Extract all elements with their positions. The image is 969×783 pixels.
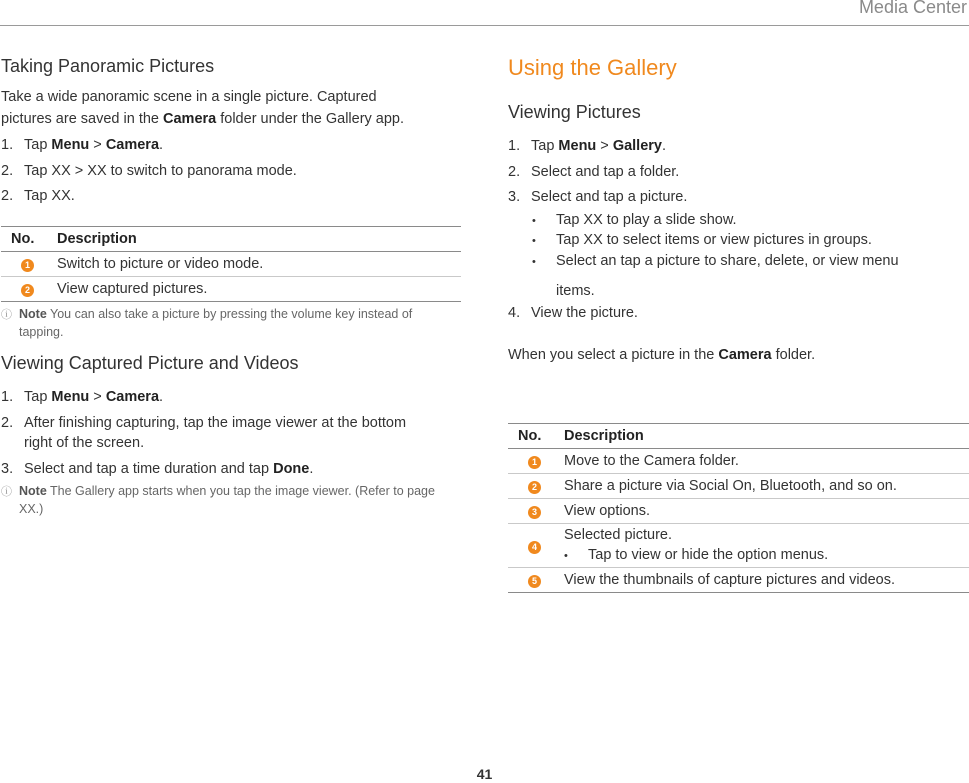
step-text-end: . <box>159 137 164 153</box>
page-header-title: Media Center <box>858 0 967 17</box>
step-text: Tap <box>24 137 52 153</box>
note-gallery-app <box>1 482 459 518</box>
panoramic-intro <box>1 86 461 130</box>
step-number: 3. <box>1 461 14 477</box>
panoramic-step-3 <box>1 186 75 206</box>
table-row <box>508 474 969 499</box>
step-text-end: . <box>661 138 667 154</box>
captured-step-3 <box>1 459 313 479</box>
info-icon: ⓘ <box>1 486 12 498</box>
column-header-no: No. <box>11 231 35 247</box>
panoramic-intro-line2-pre: pictures are saved in the <box>1 111 164 127</box>
table-row <box>508 524 969 568</box>
step-number: 2. <box>1 163 14 179</box>
number-badge-icon: 1 <box>528 456 541 469</box>
panoramic-description-table <box>1 226 461 302</box>
column-header-description: Description <box>564 428 644 444</box>
number-badge-icon: 5 <box>528 575 541 588</box>
description-text: Selected picture. <box>564 527 673 543</box>
number-badge-icon: 2 <box>528 481 541 494</box>
section-title-captured: Viewing Captured Picture and Videos <box>1 353 299 373</box>
gallery-description-table <box>508 423 969 593</box>
description-cell: Switch to picture or video mode. <box>57 256 264 272</box>
column-header-no: No. <box>518 428 542 444</box>
captured-step-1 <box>1 387 163 407</box>
description-cell: Move to the Camera folder. <box>564 453 739 469</box>
table-row <box>1 277 461 302</box>
bullet-icon: • <box>532 235 536 247</box>
bullet-icon: • <box>532 215 536 227</box>
column-header-description: Description <box>57 231 137 247</box>
table-row <box>508 499 969 524</box>
description-cell: Share a picture via Social On, Bluetooth, and so on. <box>564 478 897 494</box>
step-number: 3. <box>508 189 521 205</box>
camera-folder-label: Camera <box>718 347 772 363</box>
header-divider <box>0 25 969 26</box>
step-number: 2. <box>508 164 521 180</box>
section-title-panoramic: Taking Panoramic Pictures <box>1 56 215 76</box>
camera-folder-paragraph <box>508 345 815 365</box>
step-number: 1. <box>1 389 14 405</box>
number-cell <box>508 524 564 568</box>
number-badge-icon: 1 <box>21 259 34 272</box>
bullet-text: Select an tap a picture to share, delete, or view menu <box>556 253 899 269</box>
menu-label: Menu <box>51 137 90 153</box>
number-cell <box>1 277 57 302</box>
description-cell: View the thumbnails of capture pictures and videos. <box>564 572 896 588</box>
note-body: The Gallery app starts when you tap the image viewer. (Refer to page XX.) <box>19 484 435 516</box>
number-cell <box>1 252 57 277</box>
viewing-step-2 <box>508 162 679 182</box>
note-label: Note <box>19 307 47 321</box>
number-cell <box>508 499 564 524</box>
step-separator: > <box>89 389 106 405</box>
info-icon: ⓘ <box>1 309 12 321</box>
panoramic-step-1 <box>1 135 163 155</box>
page-number: 41 <box>476 766 493 782</box>
panoramic-step-2 <box>1 161 297 181</box>
viewing-step-3 <box>508 187 687 207</box>
step-number: 2. <box>1 188 14 204</box>
step-number: 2. <box>1 415 14 431</box>
bullet-continuation: items. <box>556 283 595 299</box>
bullet-icon: • <box>532 256 536 268</box>
description-cell: View options. <box>564 503 650 519</box>
table-row <box>508 568 969 593</box>
description-cell: View captured pictures. <box>57 281 208 297</box>
step-text: Tap XX. <box>24 188 75 204</box>
number-cell <box>508 449 564 474</box>
table-row <box>508 449 969 474</box>
panoramic-intro-line1: Take a wide panoramic scene in a single picture. Captured <box>1 89 377 105</box>
viewing-step-1 <box>508 136 666 156</box>
note-body: You can also take a picture by pressing the volume key instead of tapping. <box>19 307 413 339</box>
step-text: Tap XX > XX to switch to panorama mode. <box>24 163 297 179</box>
step-text: Tap <box>24 389 52 405</box>
number-cell <box>508 568 564 593</box>
number-badge-icon: 3 <box>528 506 541 519</box>
step-text: Tap <box>531 138 559 154</box>
note-label: Note <box>19 484 47 498</box>
note-text <box>19 305 459 341</box>
table-header-row <box>508 424 969 449</box>
note-volume-key <box>1 305 459 341</box>
bullet-icon: • <box>564 550 568 562</box>
chapter-title-gallery: Using the Gallery <box>508 55 677 80</box>
step-text: After finishing capturing, tap the image viewer at the bottom right of the screen. <box>24 415 407 451</box>
camera-label: Camera <box>105 389 160 405</box>
step-text: Select and tap a time duration and tap <box>24 461 274 477</box>
step-text: Select and tap a picture. <box>531 189 688 205</box>
camera-folder-label: Camera <box>163 111 217 127</box>
paragraph-text: When you select a picture in the <box>508 347 719 363</box>
panoramic-intro-line2-post: folder under the Gallery app. <box>216 111 405 127</box>
step-text: Select and tap a folder. <box>531 164 680 180</box>
bullet-text: Tap XX to play a slide show. <box>556 212 737 228</box>
menu-label: Menu <box>558 138 597 154</box>
step-number: 1. <box>1 137 14 153</box>
step-number: 4. <box>508 305 521 321</box>
table-row <box>1 252 461 277</box>
gallery-label: Gallery <box>612 138 662 154</box>
number-badge-icon: 4 <box>528 541 541 554</box>
description-cell <box>564 524 969 568</box>
section-title-viewing: Viewing Pictures <box>508 102 641 122</box>
step-separator: > <box>89 137 106 153</box>
description-subitem: Tap to view or hide the option menus. <box>588 547 829 563</box>
step-separator: > <box>596 138 613 154</box>
step-text-end: . <box>309 461 314 477</box>
bullet-item <box>532 251 899 272</box>
table-header-row <box>1 227 461 252</box>
bullet-text: Tap XX to select items or view pictures in groups. <box>556 232 872 248</box>
note-text <box>19 482 459 518</box>
number-badge-icon: 2 <box>21 284 34 297</box>
done-label: Done <box>273 461 310 477</box>
viewing-step-4 <box>508 303 638 323</box>
menu-label: Menu <box>51 389 90 405</box>
captured-step-2 <box>1 413 421 453</box>
step-number: 1. <box>508 138 521 154</box>
number-cell <box>508 474 564 499</box>
paragraph-text-end: folder. <box>771 347 816 363</box>
camera-label: Camera <box>105 137 160 153</box>
bullet-item <box>532 210 737 231</box>
step-text-end: . <box>159 389 164 405</box>
bullet-item <box>532 230 872 251</box>
step-text: View the picture. <box>531 305 638 321</box>
